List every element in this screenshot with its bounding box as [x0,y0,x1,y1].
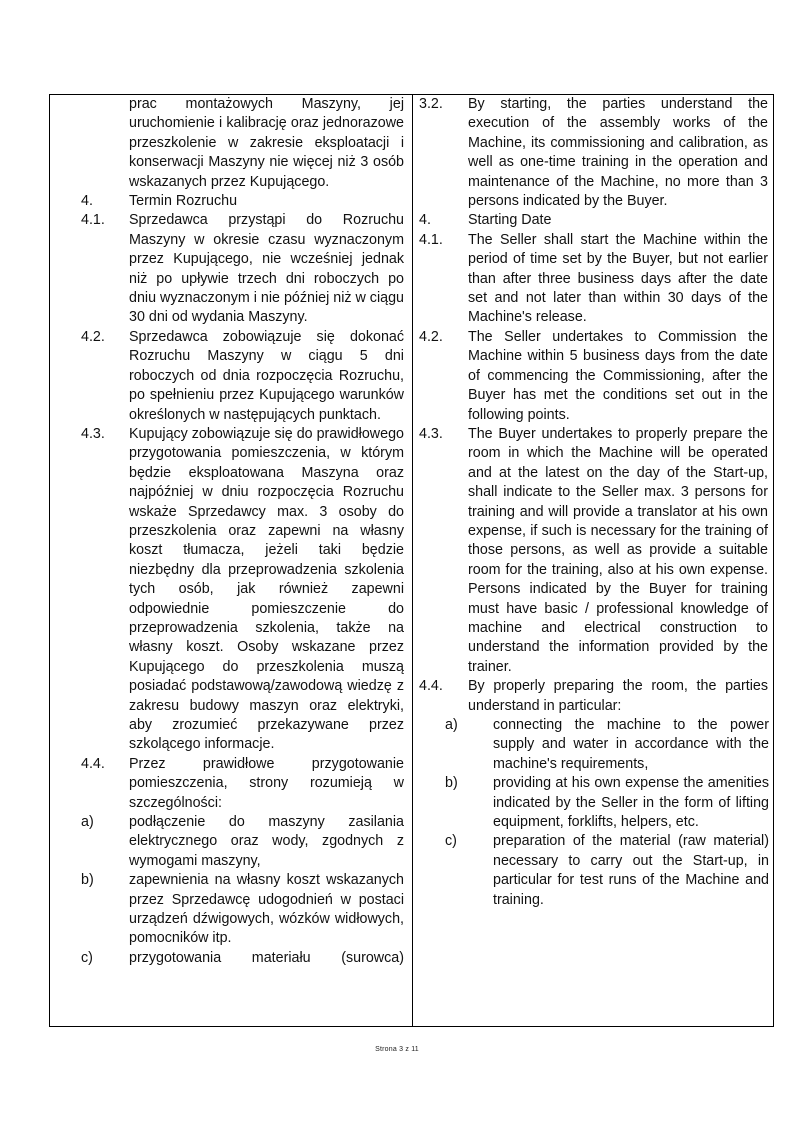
item-number: 4.4. [81,755,105,772]
item-letter: c) [81,949,93,966]
item-text: The Seller undertakes to Commission the Machine within 5 business days from the date of commencing the Commissioning, after the Buyer has met the conditions set out in the following points. [468,328,768,423]
list-item [413,677,773,716]
list-item [50,192,412,211]
list-item [50,813,412,871]
item-letter: b) [81,872,94,889]
list-item [413,832,773,910]
item-number: 4.1. [419,231,443,248]
list-item [50,871,412,949]
item-number: 4.4. [419,678,443,695]
item-number: 3.2. [419,96,443,112]
item-number: 4. [81,193,93,210]
item-text: Sprzedawca zobowiązuje się dokonać Rozruchu Maszyny w ciągu 5 dni roboczych od dnia rozpoczęcia Rozruchu, po spełnieniu przez Kupującego warunków określonych w następujących punktach. [129,328,404,423]
item-text: The Buyer undertakes to properly prepare the room in which the Machine will be operated and at the latest on the day of the Start-up, shall indicate to the Seller max. 3 persons for training and will provide a translator at his own expense, if such is necessary for the training of those persons, as well as provide a suitable room for the training, also at his own expense. Persons indicated by the Buyer for training must have basic / professional knowledge of machine and electrical construction to understand the information provided by the trainer. [468,425,768,675]
english-column [413,95,773,1026]
item-text: connecting the machine to the power supply and water in accordance with the machine's requirements, [493,717,769,772]
item-text: By properly preparing the room, the parties understand in particular: [468,678,768,714]
list-item [413,425,773,677]
list-item [413,774,773,832]
item-number: 4.1. [81,212,105,229]
continuation-text: prac montażowych Maszyny, jej uruchomienie i kalibrację oraz jednorazowe przeszkolenie w zakresie eksploatacji i konserwacji Maszyny nie więcej niż 3 osób wskazanych przez Kupującego. [129,96,404,190]
list-item [413,95,773,211]
item-text: The Seller shall start the Machine within the period of time set by the Buyer, but not earlier than after three business days after the date set and not later than within 30 days of the Machine's release. [468,231,768,326]
item-text: Kupujący zobowiązuje się do prawidłowego przygotowania pomieszczenia, w którym będzie eksploatowana Maszyna oraz najpóźniej w dniu rozpoczęcia Rozruchu wskaże Sprzedawcy max. 3 osoby do przeszkolenia oraz zapewni na własny koszt tłumacza, jeżeli taki będzie niezbędny dla przeprowadzenia szkolenia tych osób, jak również zapewni odpowiednie pomieszczenie do przeprowadzenia szkolenia, także na własny koszt. Osoby wskazane przez Kupującego do przeszkolenia muszą posiadać podstawową/zawodową wiedzę z zakresu budowy maszyn oraz elektryki, aby zrozumieć przekazywane przez szkolącego informacje. [129,425,404,753]
list-item [50,755,412,813]
list-item [50,328,412,425]
item-number: 4.3. [81,425,105,442]
item-text: Sprzedawca przystąpi do Rozruchu Maszyny w okresie czasu wyznaczonym przez Kupującego, nie wcześniej jednak niż po upływie trzech dni roboczych po dniu wyznaczonym i nie później niż w ciągu 30 dni od wydania Maszyny. [129,212,404,326]
list-item [50,949,412,968]
list-item [413,231,773,328]
item-number: 4.3. [419,425,443,442]
list-item [413,328,773,425]
polish-column [50,95,413,1026]
item-letter: a) [81,814,94,831]
page-number: Strona 3 z 11 [375,1046,419,1053]
item-text: zapewnienia na własny koszt wskazanych przez Sprzedawcę udogodnień w postaci urządzeń dźwigowych, wózków widłowych, pomocników itp. [129,872,404,947]
contract-table [49,94,774,1027]
item-text: Przez prawidłowe przygotowanie pomieszczenia, strony rozumieją w szczególności: [129,755,404,811]
list-item [50,211,412,327]
list-item [413,716,773,774]
item-text: Termin Rozruchu [129,193,238,210]
list-item [50,425,412,755]
item-text: podłączenie do maszyny zasilania elektrycznego oraz wody, zgodnych z wymogami maszyny, [129,814,404,869]
item-letter: c) [445,833,457,850]
item-letter: b) [445,775,458,792]
item-text: providing at his own expense the amenities indicated by the Seller in the form of lifting equipment, forklifts, helpers, etc. [493,775,769,831]
list-item [413,211,773,230]
item-text: preparation of the material (raw material) necessary to carry out the Start-up, in particular for test runs of the Machine and training. [493,833,769,908]
item-number: 4. [419,212,431,229]
item-text: By starting, the parties understand the execution of the assembly works of the Machine, its commissioning and calibration, as well as one-time training in the operation and maintenance of the Machine, no more than 3 persons indicated by the Buyer. [468,96,768,210]
item-text: Starting Date [468,212,552,229]
item-number: 4.2. [81,328,105,345]
list-item [50,95,412,192]
item-number: 4.2. [419,328,443,345]
item-letter: a) [445,717,458,733]
item-text: przygotowania materiału (surowca) [129,949,404,966]
